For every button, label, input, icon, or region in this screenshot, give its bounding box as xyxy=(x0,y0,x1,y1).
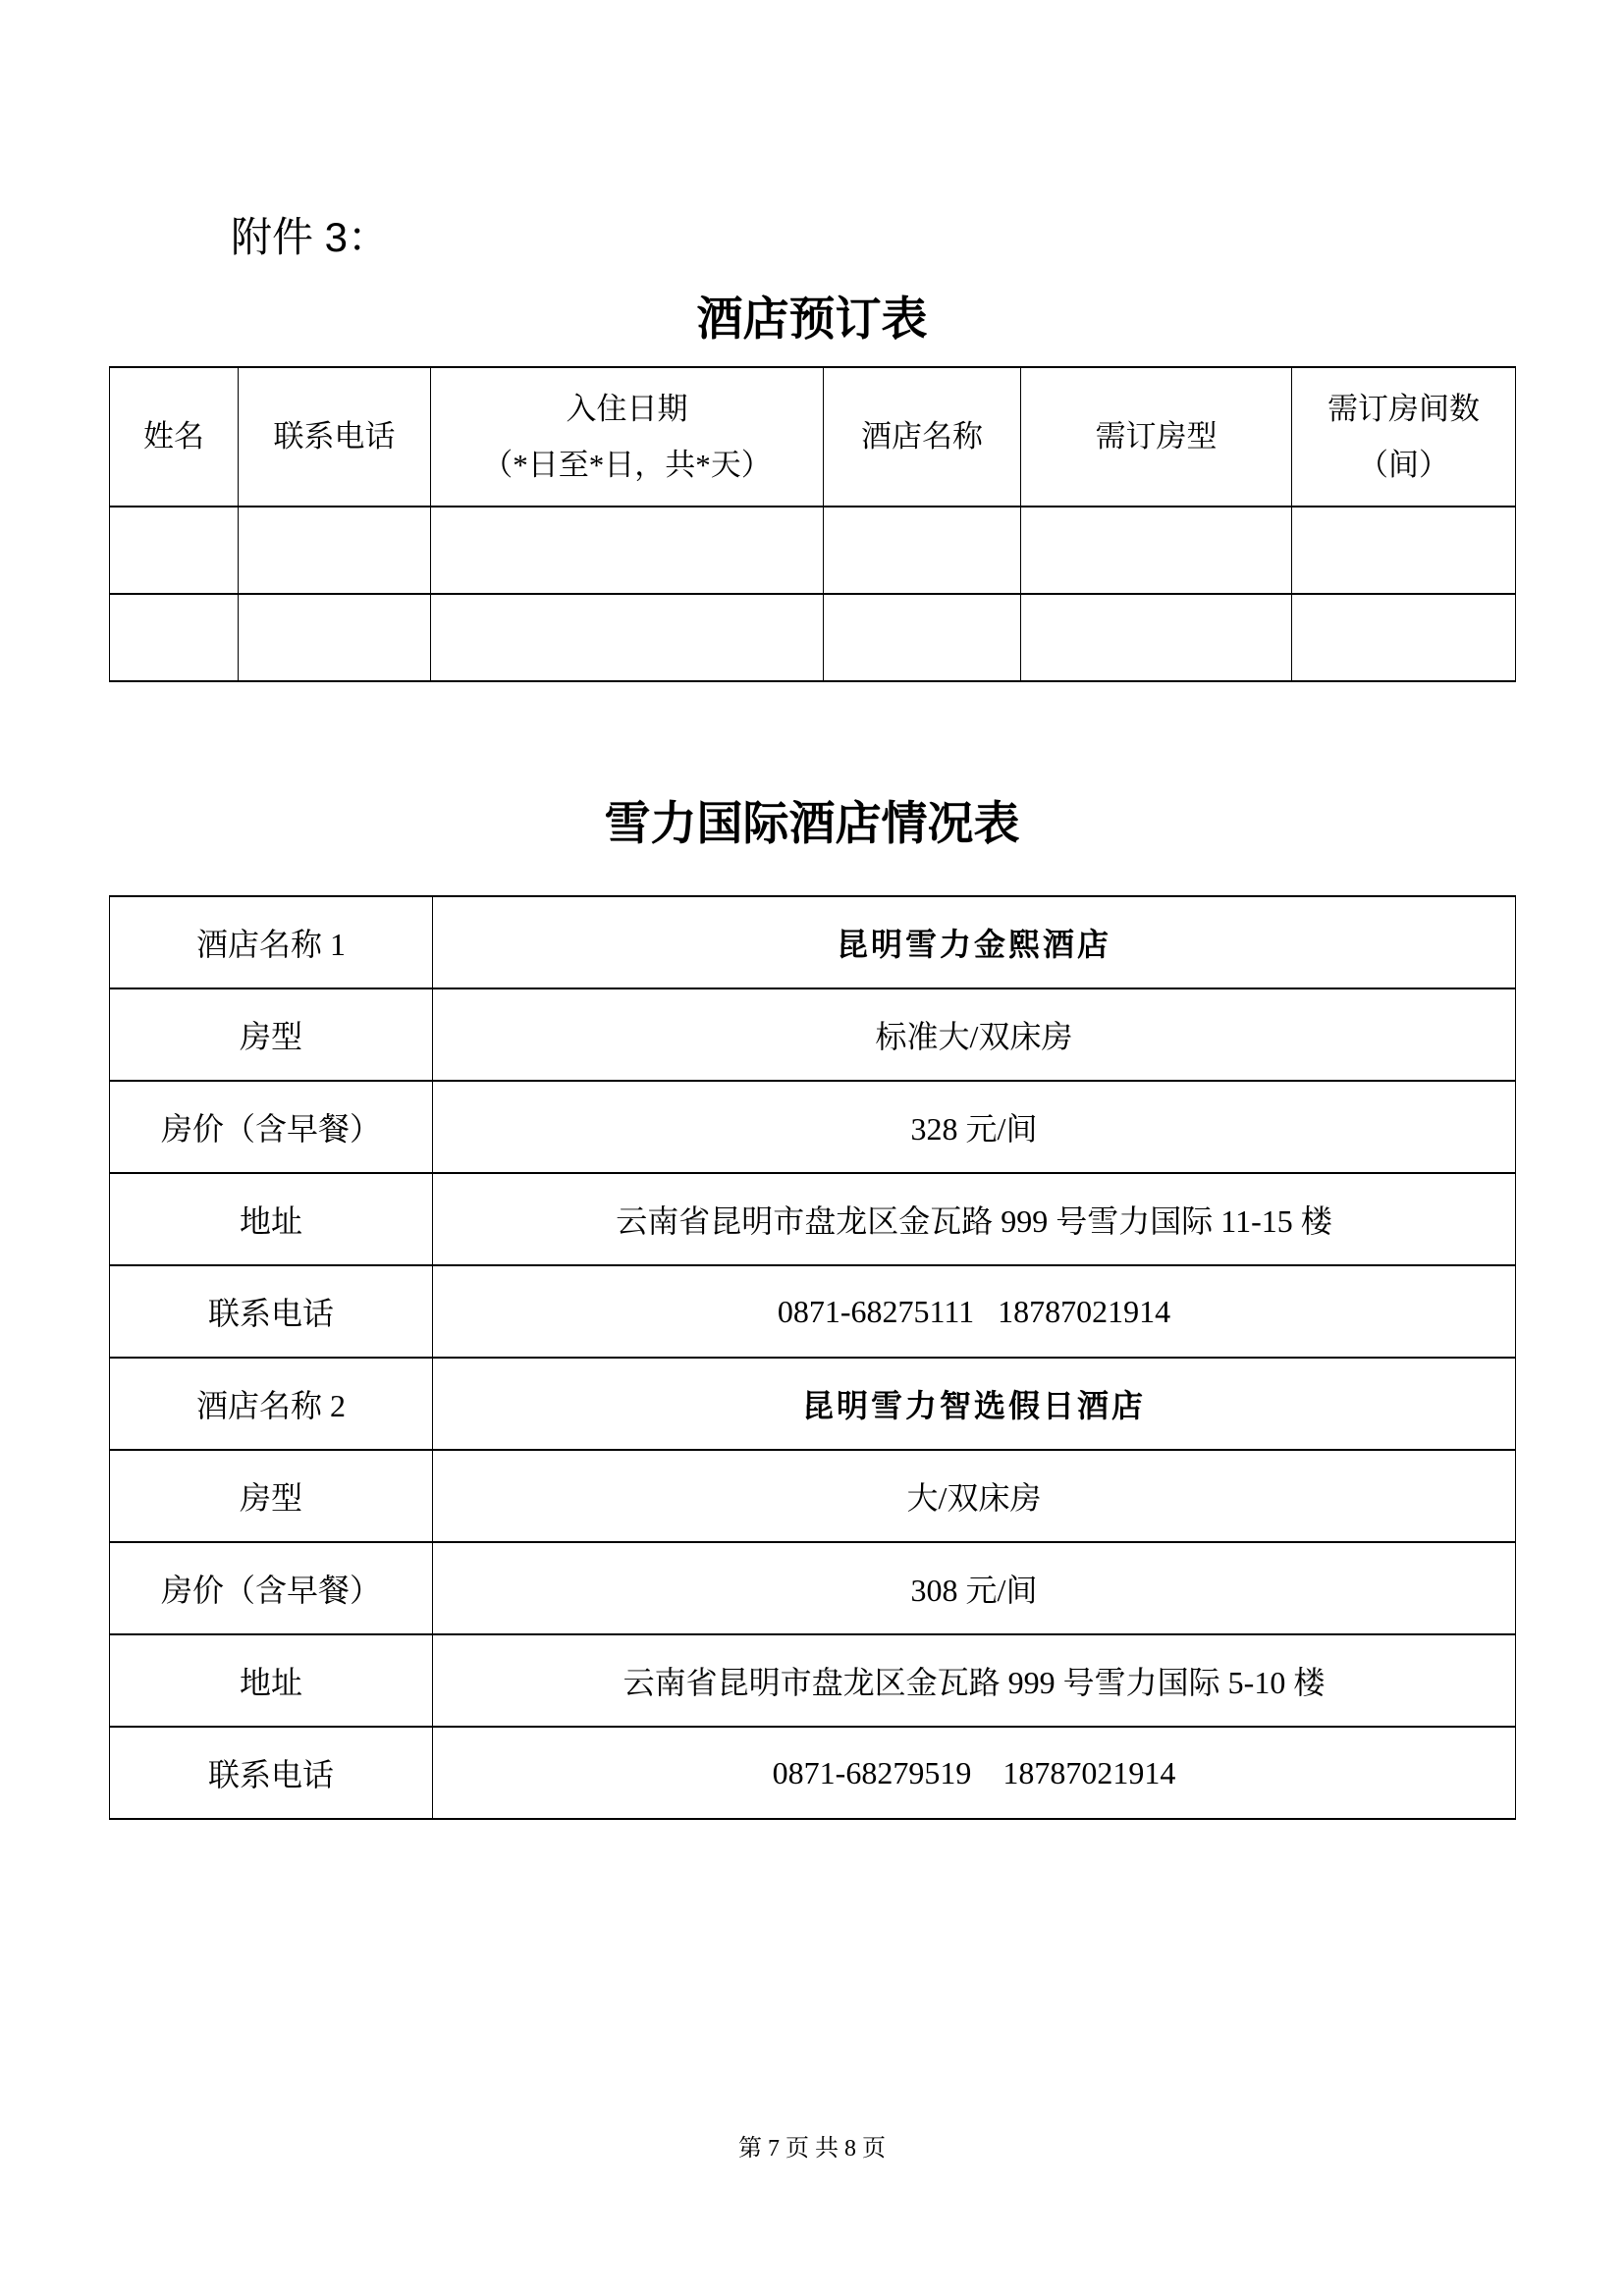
page-number-footer: 第 7 页 共 8 页 xyxy=(738,2136,886,2162)
header-cell-checkin-date-note: （*日至*日，共*天） xyxy=(482,448,772,482)
empty-cell xyxy=(1292,507,1516,594)
header-cell-room-type-label: 需订房型 xyxy=(1095,419,1218,454)
row-value-address-1: 云南省昆明市盘龙区金瓦路 999 号雪力国际 11-15 楼 xyxy=(433,1173,1516,1265)
header-cell-phone-label: 联系电话 xyxy=(273,419,396,454)
header-cell-checkin-date-label: 入住日期 xyxy=(566,391,688,426)
empty-cell xyxy=(110,594,239,681)
row-value-room-type-2: 大/双床房 xyxy=(433,1450,1516,1542)
booking-table-title: 酒店预订表 xyxy=(696,294,928,346)
empty-cell xyxy=(1292,594,1516,681)
row-label-phone-1: 联系电话 xyxy=(110,1265,433,1358)
empty-cell xyxy=(239,507,431,594)
hotel-info-table xyxy=(109,895,1516,1820)
row-value-room-price-2: 308 元/间 xyxy=(433,1542,1516,1634)
row-label-address-1: 地址 xyxy=(110,1173,433,1265)
table-row xyxy=(110,1727,1516,1819)
row-value-room-type-1: 标准大/双床房 xyxy=(433,988,1516,1081)
empty-cell xyxy=(239,594,431,681)
header-cell-hotel-name-label: 酒店名称 xyxy=(861,419,983,454)
empty-cell xyxy=(1021,507,1292,594)
attachment-label: 附件 3： xyxy=(231,214,390,260)
empty-cell xyxy=(110,507,239,594)
hotel-info-table-title: 雪力国际酒店情况表 xyxy=(604,799,1020,850)
header-cell-room-type xyxy=(1021,367,1292,507)
row-label-room-price-1: 房价（含早餐） xyxy=(110,1081,433,1173)
table-row xyxy=(110,988,1516,1081)
row-label-room-type-1: 房型 xyxy=(110,988,433,1081)
row-value-phone-2: 0871-68279519 18787021914 xyxy=(433,1727,1516,1819)
empty-cell xyxy=(431,507,824,594)
table-row xyxy=(110,1634,1516,1727)
row-label-hotel-name-1: 酒店名称 1 xyxy=(110,896,433,988)
table-row xyxy=(110,1265,1516,1358)
header-cell-room-count xyxy=(1292,367,1516,507)
empty-cell xyxy=(824,594,1021,681)
table-row xyxy=(110,896,1516,988)
header-cell-room-count-label: 需订房间数 xyxy=(1327,391,1480,426)
row-value-hotel-name-1: 昆明雪力金熙酒店 xyxy=(433,896,1516,988)
header-cell-name xyxy=(110,367,239,507)
empty-cell xyxy=(1021,594,1292,681)
table-row xyxy=(110,1081,1516,1173)
booking-table xyxy=(109,366,1516,682)
row-label-room-price-2: 房价（含早餐） xyxy=(110,1542,433,1634)
empty-cell xyxy=(824,507,1021,594)
table-row xyxy=(110,1450,1516,1542)
row-value-address-2: 云南省昆明市盘龙区金瓦路 999 号雪力国际 5-10 楼 xyxy=(433,1634,1516,1727)
row-value-phone-1: 0871-68275111 18787021914 xyxy=(433,1265,1516,1358)
row-label-phone-2: 联系电话 xyxy=(110,1727,433,1819)
row-label-address-2: 地址 xyxy=(110,1634,433,1727)
header-cell-room-count-unit: （间） xyxy=(1358,448,1449,482)
row-value-hotel-name-2: 昆明雪力智选假日酒店 xyxy=(433,1358,1516,1450)
booking-table-header-row xyxy=(110,367,1516,507)
header-cell-checkin-date xyxy=(431,367,824,507)
table-row xyxy=(110,1173,1516,1265)
booking-table-empty-row xyxy=(110,507,1516,594)
header-cell-hotel-name xyxy=(824,367,1021,507)
header-cell-name-label: 姓名 xyxy=(143,419,204,454)
row-label-room-type-2: 房型 xyxy=(110,1450,433,1542)
booking-table-empty-row xyxy=(110,594,1516,681)
empty-cell xyxy=(431,594,824,681)
header-cell-phone xyxy=(239,367,431,507)
table-row xyxy=(110,1358,1516,1450)
table-row xyxy=(110,1542,1516,1634)
row-label-hotel-name-2: 酒店名称 2 xyxy=(110,1358,433,1450)
row-value-room-price-1: 328 元/间 xyxy=(433,1081,1516,1173)
